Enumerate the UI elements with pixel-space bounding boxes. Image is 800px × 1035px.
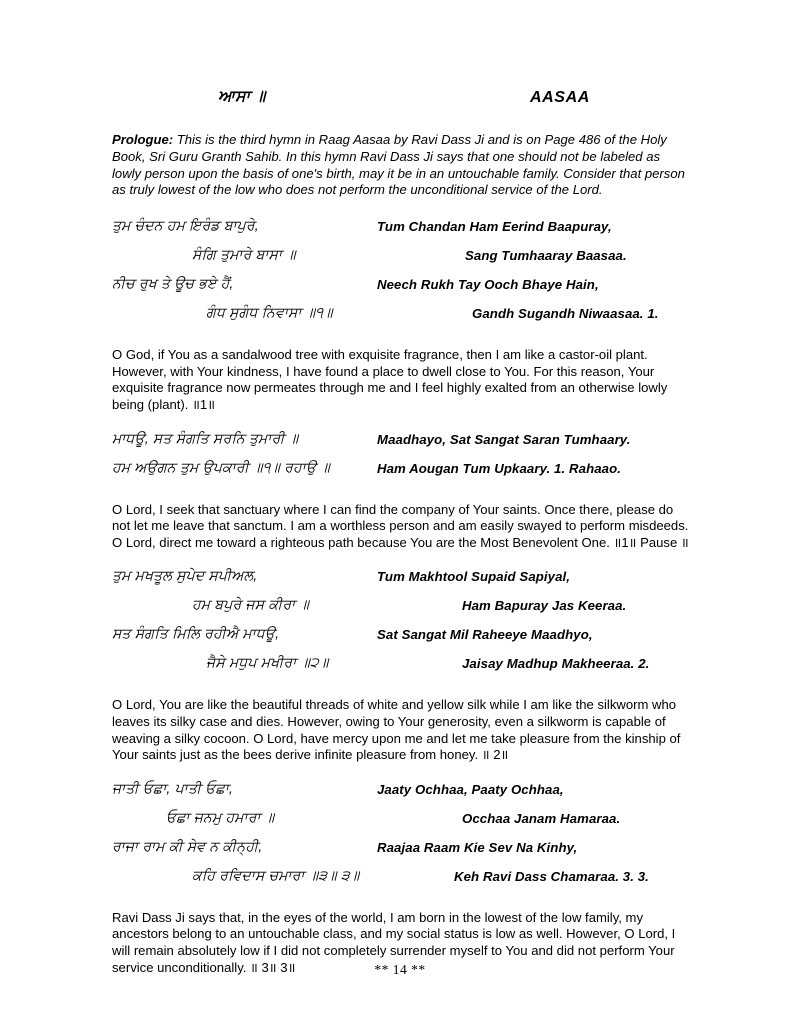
verse-line [112, 838, 690, 867]
verse-block-rahaao [112, 430, 690, 488]
gurmukhi-line: ਜਾਤੀ ਓਛਾ, ਪਾਤੀ ਓਛਾ, [112, 779, 233, 796]
verse-line [112, 780, 690, 809]
gurmukhi-line: ਹਮ ਅਉਗਨ ਤੁਮ ਉਪਕਾਰੀ ॥੧॥ ਰਹਾਉ ॥ [112, 458, 330, 475]
page-number-footer: ** 14 ** [374, 962, 426, 977]
verse-line [112, 217, 690, 246]
transliteration-line: Occhaa Janam Hamaraa. [462, 810, 621, 826]
gurmukhi-line: ਤੁਮ ਮਖਤੂਲ ਸੁਪੇਦ ਸਪੀਅਲ, [112, 567, 258, 584]
gurmukhi-line: ਜੈਸੇ ਮਧੁਪ ਮਖੀਰਾ ॥੨॥ [206, 654, 329, 671]
gurmukhi-line: ਕਹਿ ਰਵਿਦਾਸ ਚਮਾਰਾ ॥੩॥ ੩॥ [192, 866, 360, 883]
transliteration-line: Neech Rukh Tay Ooch Bhaye Hain, [377, 277, 599, 293]
verse-line [112, 809, 690, 838]
verse-block-3 [112, 780, 690, 896]
gurmukhi-line: ਤੁਮ ਚੰਦਨ ਹਮ ਇਰੰਡ ਬਾਪੁਰੇ, [112, 217, 259, 234]
transliteration-line: Tum Chandan Ham Eerind Baapuray, [377, 219, 612, 235]
page-title-english: AASAA [530, 89, 590, 106]
transliteration-line: Gandh Sugandh Niwaasaa. 1. [472, 306, 659, 322]
transliteration-line: Ham Bapuray Jas Keeraa. [462, 598, 627, 614]
gurmukhi-line: ਨੀਚ ਰੁਖ ਤੇ ਊਚ ਭਏ ਹੈਂ, [112, 275, 234, 292]
transliteration-line: Sang Tumhaaray Baasaa. [465, 248, 627, 264]
prologue-text: This is the third hymn in Raag Aasaa by Ravi Dass Ji and is on Page 486 of the Holy Book, Sri Guru Granth Sahib. In this hymn Ravi Dass Ji says that one should not be labeled as lowly person upon the basis of one's birth, may it be in an untouchable family. Consider that person as truly lowest of the low who does not perform the unconditional service of the Lord. [112, 132, 685, 198]
commentary-paragraph-2: O Lord, You are like the beautiful threads of white and yellow silk while I am like the silkworm who leaves its silky case and dies. However, owing to Your generosity, even a silkworm is capable of weaving a silky cocoon. O Lord, have mercy upon me and let me take pleasure from the kinship of Your saints just as the bees derive infinite pleasure from honey. ॥ 2॥ [112, 697, 681, 763]
commentary-paragraph-rahaao: O Lord, I seek that sanctuary where I can find the company of Your saints. Once there, please do not let me leave that sanctum. I am a worthless person and am easily swayed to perform misdeeds. O Lord, direct me toward a righteous path because You are the Most Benevolent One. ॥1॥ Pause ॥ [112, 501, 689, 550]
transliteration-line: Raajaa Raam Kie Sev Na Kinhy, [377, 839, 578, 855]
verse-line [112, 596, 690, 625]
verse-line [112, 567, 690, 596]
prologue-paragraph [112, 132, 690, 199]
gurmukhi-line: ਮਾਧਊ, ਸਤ ਸੰਗਤਿ ਸਰਨਿ ਤੁਮਾਰੀ ॥ [112, 429, 299, 446]
transliteration-line: Maadhayo, Sat Sangat Saran Tumhaary. [377, 431, 631, 447]
verse-line [112, 459, 690, 488]
transliteration-line: Tum Makhtool Supaid Sapiyal, [377, 569, 571, 585]
gurmukhi-line: ਰਾਜਾ ਰਾਮ ਕੀ ਸੇਵ ਨ ਕੀਨ੍ਹੀ, [112, 837, 263, 854]
gurmukhi-line: ਗੰਧ ਸੁਗੰਧ ਨਿਵਾਸਾ ॥੧॥ [206, 304, 333, 321]
gurmukhi-line: ਓਛਾ ਜਨਮੁ ਹਮਾਰਾ ॥ [166, 808, 275, 825]
verse-line [112, 430, 690, 459]
page-header [112, 88, 690, 118]
gurmukhi-line: ਸੰਗਿ ਤੁਮਾਰੇ ਬਾਸਾ ॥ [192, 246, 296, 263]
gurmukhi-line: ਹਮ ਬਪੁਰੇ ਜਸ ਕੀਰਾ ॥ [192, 596, 309, 613]
commentary-paragraph-3: Ravi Dass Ji says that, in the eyes of the world, I am born in the lowest of the low family, my ancestors belong to an untouchable class, and my social status is low as well. However, O Lord, I will remain absolutely low if I did not completely surrender myself to You and did not perform Your service unconditionally. ॥ 3॥ 3॥ [112, 909, 676, 975]
transliteration-line: Ham Aougan Tum Upkaary. 1. Rahaao. [377, 460, 622, 476]
verse-line [112, 304, 690, 333]
verse-block-1 [112, 217, 690, 333]
verse-line [112, 654, 690, 683]
verse-line [112, 867, 690, 896]
transliteration-line: Jaaty Ochhaa, Paaty Ochhaa, [377, 781, 564, 797]
verse-line [112, 275, 690, 304]
prologue-label: Prologue: [112, 132, 174, 147]
page-title-gurmukhi: ਆਸਾ ॥ [218, 88, 266, 105]
verse-line [112, 246, 690, 275]
gurmukhi-line: ਸਤ ਸੰਗਤਿ ਮਿਲਿ ਰਹੀਐ ਮਾਧਊ, [112, 625, 280, 642]
verse-line [112, 625, 690, 654]
commentary-paragraph-1: O God, if You as a sandalwood tree with exquisite fragrance, then I am like a castor-oil plant. However, with Your kindness, I have found a place to dwell close to You. For this reason, Your exquisite fragrance now permeates through me and I feel highly exalted from an otherwise lowly being (plant). ॥1॥ [112, 347, 668, 412]
transliteration-line: Keh Ravi Dass Chamaraa. 3. 3. [454, 868, 649, 884]
transliteration-line: Jaisay Madhup Makheeraa. 2. [462, 656, 650, 672]
transliteration-line: Sat Sangat Mil Raheeye Maadhyo, [377, 627, 593, 643]
verse-block-2 [112, 567, 690, 683]
